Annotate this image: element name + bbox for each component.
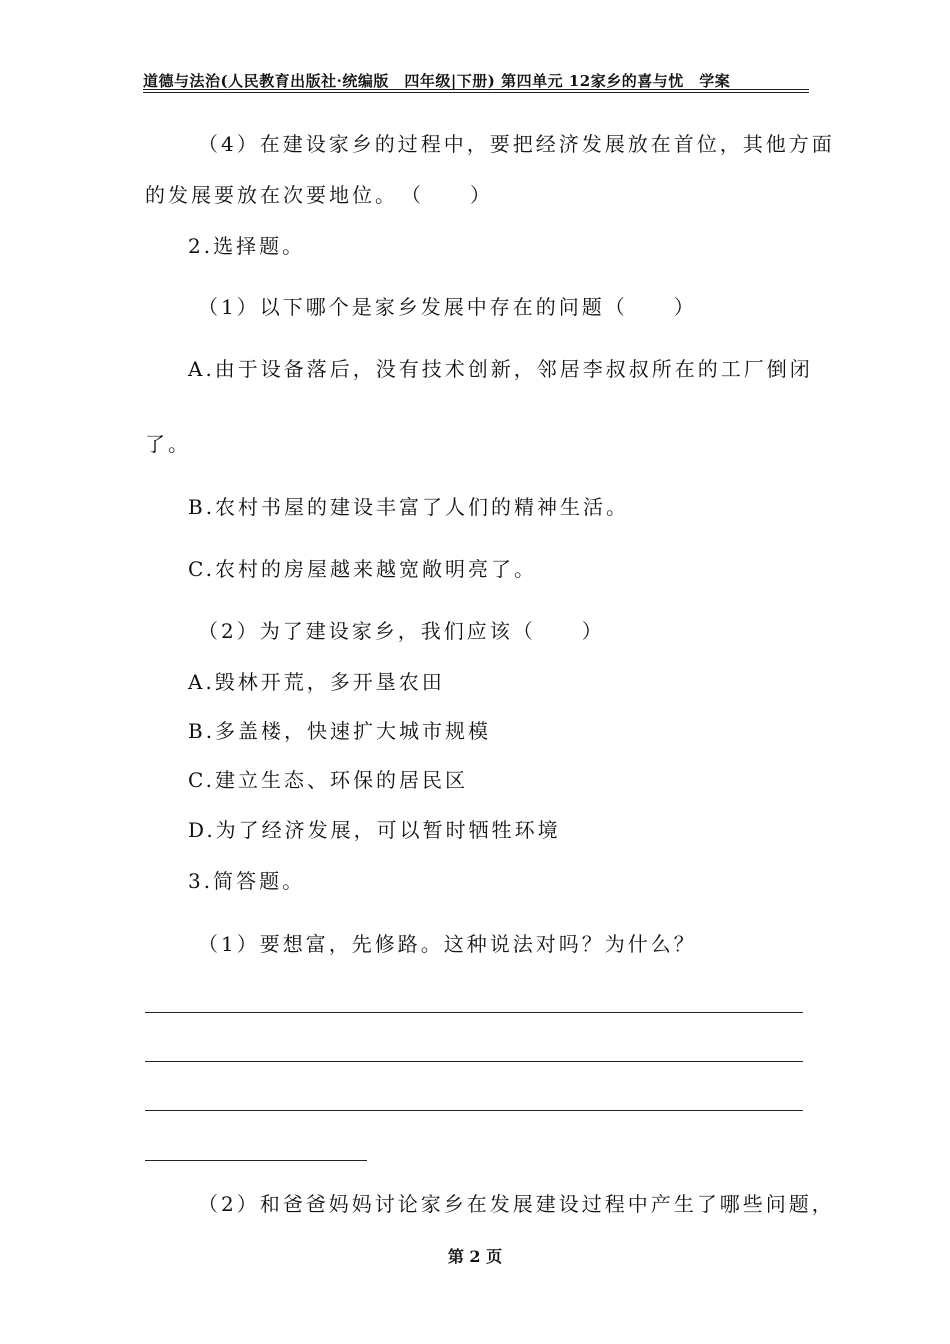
- question-1-4-line-2: 的发展要放在次要地位。 （ ）: [145, 183, 493, 207]
- answer-line[interactable]: [145, 1012, 803, 1013]
- question-2-2-option-d: D.为了经济发展，可以暂时牺牲环境: [188, 818, 561, 842]
- header-rule-top: [143, 89, 809, 90]
- question-2-2: （2）为了建设家乡，我们应该（ ）: [198, 619, 605, 643]
- answer-line[interactable]: [145, 1061, 803, 1062]
- question-2-1-option-a-line-2: 了。: [145, 432, 191, 456]
- section-2-heading: 2.选择题。: [188, 234, 306, 258]
- question-2-2-option-b: B.多盖楼，快速扩大城市规模: [188, 719, 492, 743]
- header-rule-bottom: [143, 92, 809, 93]
- answer-line[interactable]: [145, 1110, 803, 1111]
- question-3-2: （2）和爸爸妈妈讨论家乡在发展建设过程中产生了哪些问题，: [198, 1192, 835, 1216]
- page-number: 第 2 页: [447, 1247, 503, 1266]
- question-1-4-line-1: （4）在建设家乡的过程中，要把经济发展放在首位，其他方面: [198, 132, 835, 156]
- section-3-heading: 3.简答题。: [188, 869, 306, 893]
- question-2-1-option-b: B.农村书屋的建设丰富了人们的精神生活。: [188, 495, 630, 519]
- question-2-2-option-a: A.毁林开荒，多开垦农田: [188, 670, 445, 694]
- question-3-1: （1）要想富，先修路。这种说法对吗？为什么？: [198, 932, 697, 956]
- document-header: 道德与法治(人民教育出版社·统编版 四年级|下册) 第四单元 12家乡的喜与忧 学案: [143, 72, 731, 90]
- question-2-1-option-a-line-1: A.由于设备落后，没有技术创新，邻居李叔叔所在的工厂倒闭: [188, 357, 813, 381]
- question-2-2-option-c: C.建立生态、环保的居民区: [188, 768, 468, 792]
- answer-line[interactable]: [145, 1160, 367, 1161]
- question-2-1: （1）以下哪个是家乡发展中存在的问题（ ）: [198, 295, 697, 319]
- question-2-1-option-c: C.农村的房屋越来越宽敞明亮了。: [188, 557, 537, 581]
